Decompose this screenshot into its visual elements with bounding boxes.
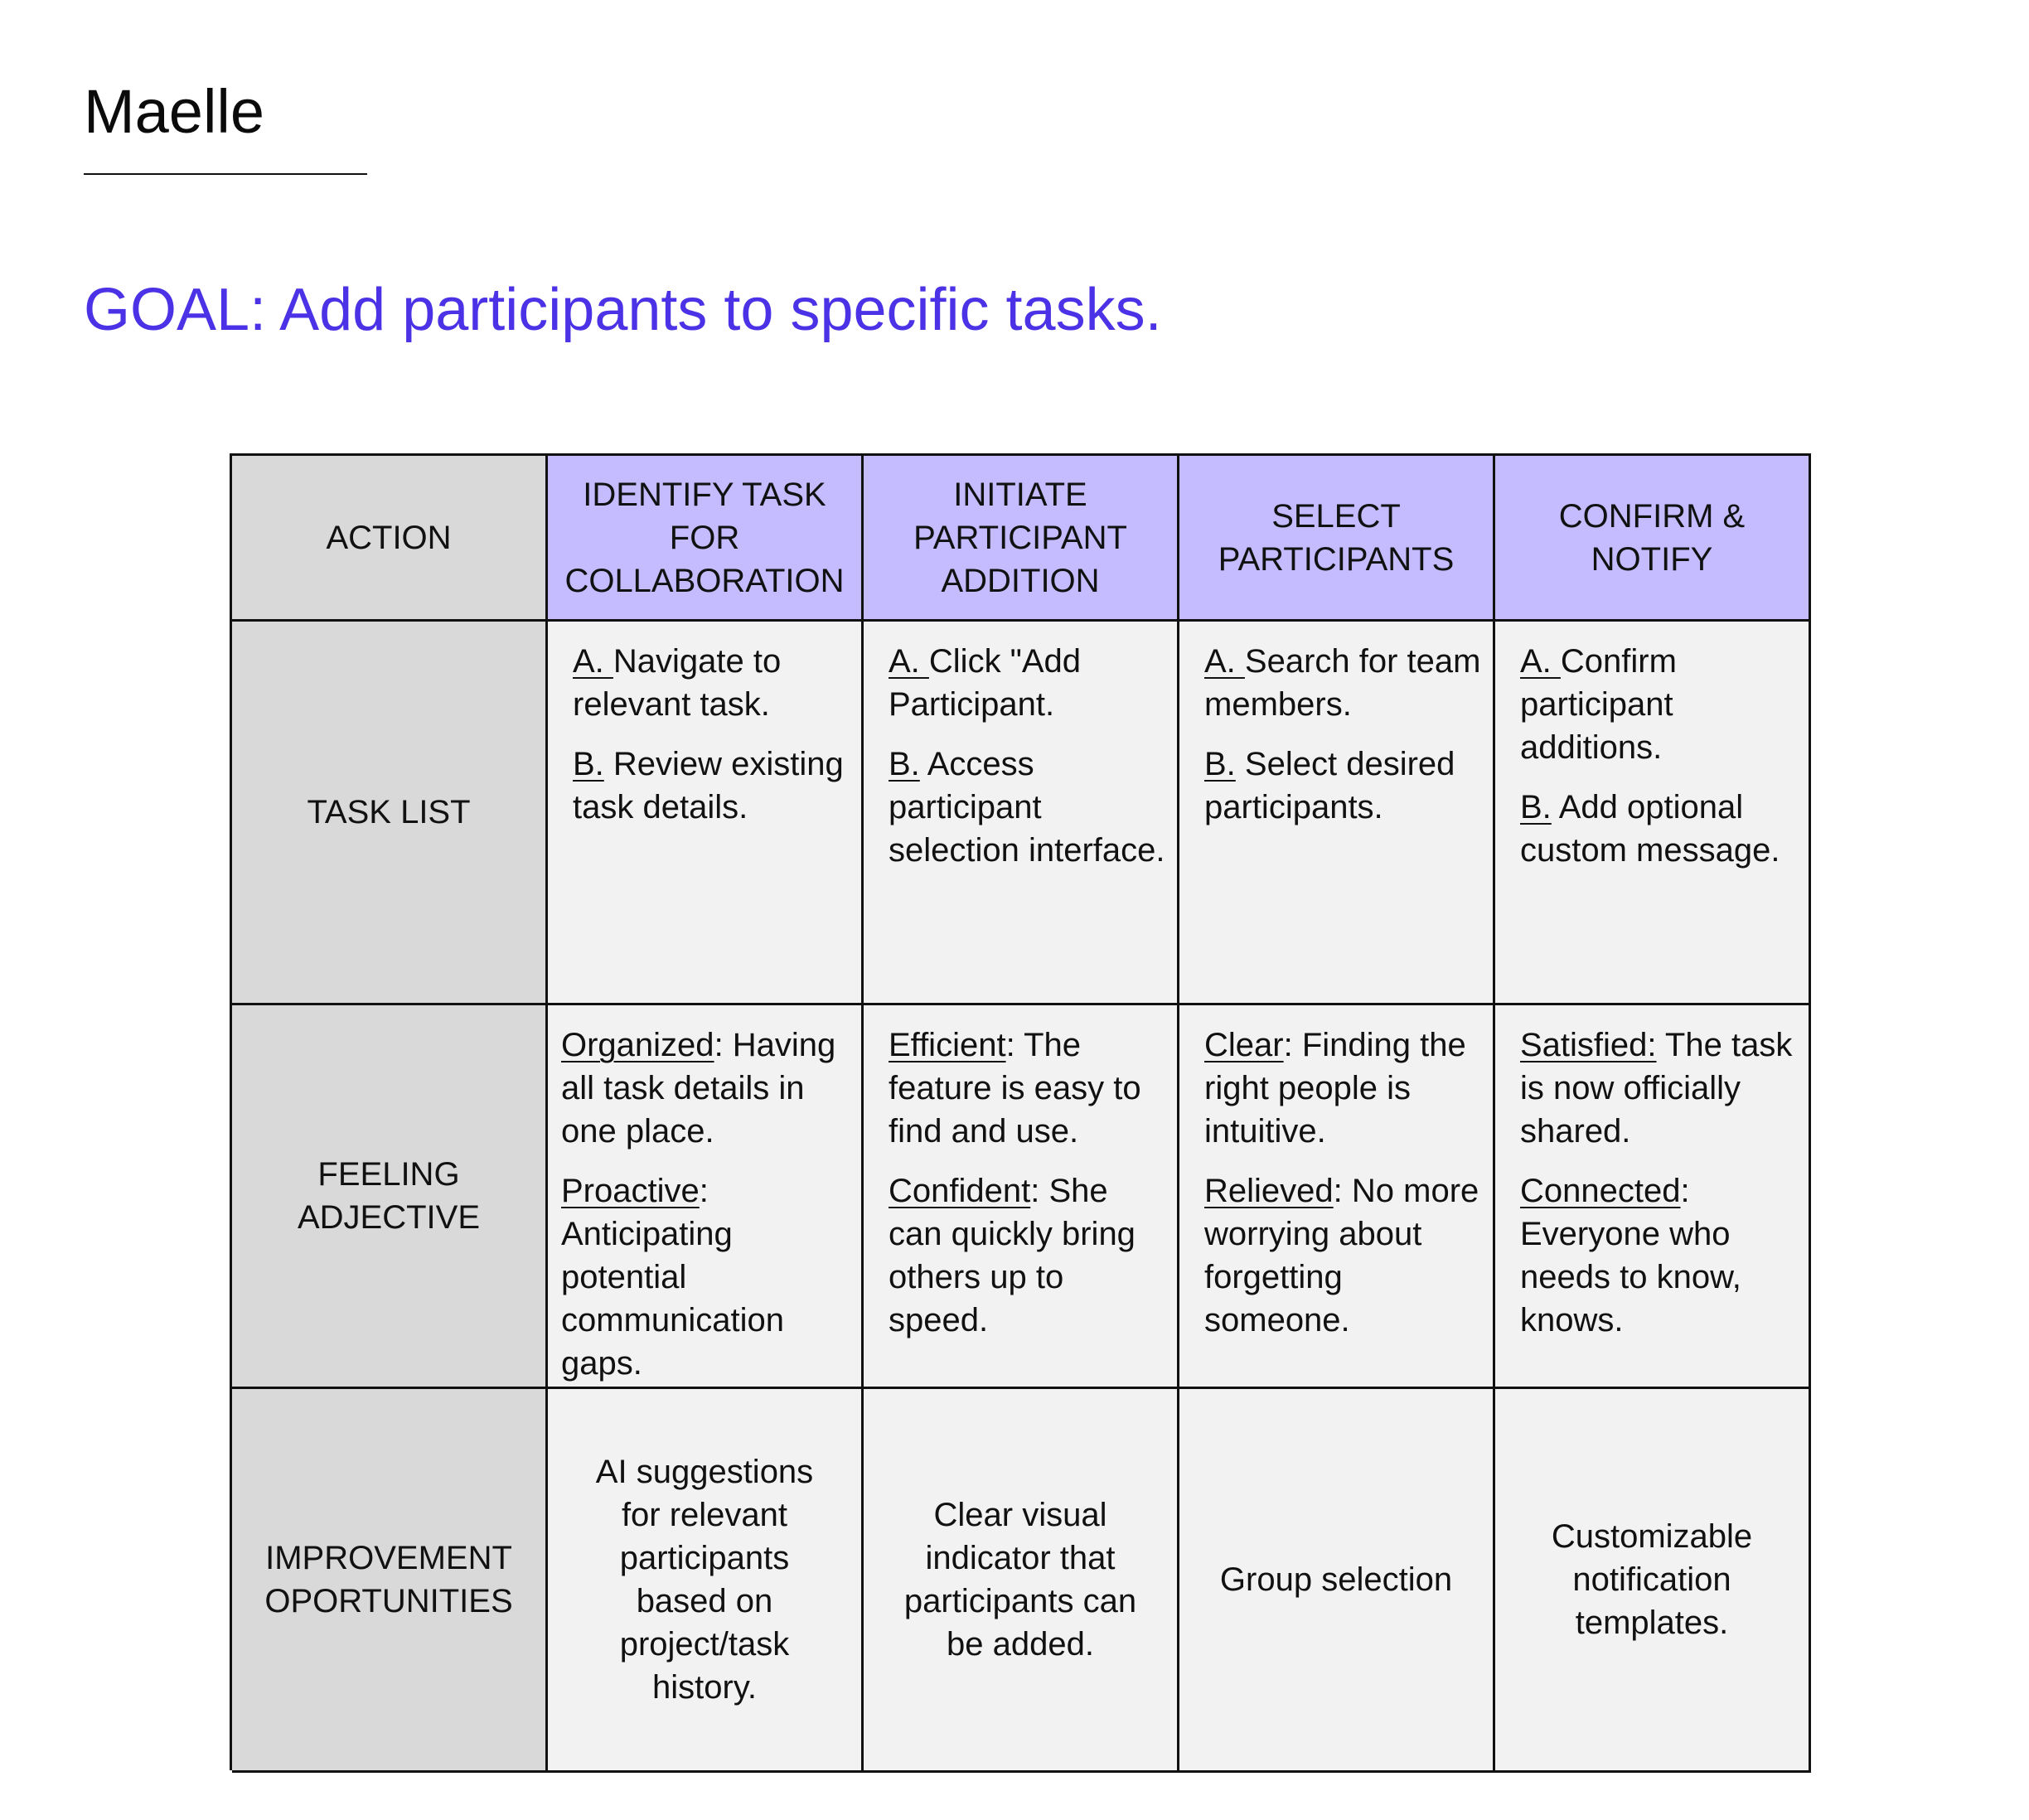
feeling-cell bbox=[864, 1005, 1179, 1389]
opportunity-line: be added. bbox=[947, 1626, 1094, 1663]
persona-divider bbox=[84, 173, 367, 175]
feeling-text: : Having all task details in one place. bbox=[561, 1027, 836, 1150]
feeling-cell bbox=[1179, 1005, 1495, 1389]
phase-header-line: SELECT bbox=[1271, 497, 1401, 535]
task-entry bbox=[1204, 743, 1481, 829]
opportunity-line: for relevant bbox=[621, 1497, 788, 1533]
feeling-cell bbox=[1495, 1005, 1811, 1389]
goal-statement bbox=[84, 276, 1162, 345]
feeling-key: Organized bbox=[561, 1027, 714, 1063]
feeling-text: The task is now officially shared. bbox=[1520, 1027, 1793, 1150]
phase-header-line: FOR bbox=[669, 519, 740, 556]
row-label-feeling-adjective bbox=[232, 1005, 548, 1389]
task-entry-key: A. bbox=[889, 643, 929, 680]
feeling-key: Clear bbox=[1204, 1027, 1284, 1063]
feeling-entry bbox=[889, 1024, 1165, 1153]
task-entry-key: A. bbox=[1520, 643, 1561, 680]
phase-header-line: IDENTIFY TASK bbox=[583, 476, 826, 513]
task-entry bbox=[573, 640, 850, 726]
phase-header-identify-task bbox=[548, 456, 864, 622]
feeling-key: Relieved bbox=[1204, 1173, 1334, 1209]
task-entry bbox=[1520, 786, 1797, 872]
task-entry-text: Select desired participants. bbox=[1204, 746, 1455, 825]
phase-header-line: CONFIRM & bbox=[1558, 497, 1746, 535]
opportunity-line: AI suggestions bbox=[595, 1454, 814, 1490]
phase-header-confirm-notify bbox=[1495, 456, 1811, 622]
feeling-text: : Everyone who needs to know, knows. bbox=[1520, 1173, 1741, 1338]
task-entry bbox=[1204, 640, 1481, 726]
action-header-label: ACTION bbox=[326, 519, 452, 556]
phase-header-line: PARTICIPANTS bbox=[1218, 540, 1455, 578]
feeling-text: : She can quickly bring others up to speed. bbox=[889, 1173, 1136, 1338]
feeling-entry bbox=[561, 1169, 850, 1385]
task-entry-text: Click "Add Participant. bbox=[889, 643, 1082, 723]
task-list-cell bbox=[548, 622, 864, 1005]
task-list-cell bbox=[1179, 622, 1495, 1005]
opportunity-line: participants can bbox=[903, 1583, 1137, 1619]
feeling-key: Efficient bbox=[889, 1027, 1006, 1063]
persona-name: Maelle bbox=[84, 77, 264, 146]
opportunity-cell bbox=[1495, 1389, 1811, 1773]
goal-label: GOAL: bbox=[84, 277, 267, 343]
opportunity-cell bbox=[864, 1389, 1179, 1773]
opportunity-line: history. bbox=[652, 1669, 757, 1706]
opportunity-line: indicator that bbox=[925, 1540, 1116, 1576]
task-entry-text: Search for team members. bbox=[1204, 643, 1481, 723]
task-entry-key: B. bbox=[1204, 746, 1236, 782]
row-label-line: OPORTUNITIES bbox=[264, 1583, 513, 1619]
feeling-key: Confident bbox=[889, 1173, 1031, 1209]
task-entry-text: Access participant selection interface. bbox=[889, 746, 1165, 869]
task-entry-key: B. bbox=[573, 746, 604, 782]
opportunity-line: Group selection bbox=[1219, 1561, 1453, 1598]
task-list-cell bbox=[1495, 622, 1811, 1005]
task-entry-text: Navigate to relevant task. bbox=[573, 643, 782, 723]
opportunity-line: participants bbox=[619, 1540, 790, 1576]
row-label-task-list bbox=[232, 622, 548, 1005]
task-entry bbox=[889, 640, 1165, 726]
opportunity-line: based on bbox=[636, 1583, 773, 1619]
feeling-entry bbox=[889, 1169, 1165, 1342]
task-entry-key: B. bbox=[889, 746, 920, 782]
task-entry-key: A. bbox=[573, 643, 613, 680]
phase-header-line: ADDITION bbox=[941, 562, 1100, 599]
feeling-cell bbox=[548, 1005, 864, 1389]
phase-header-line: PARTICIPANT bbox=[913, 519, 1127, 556]
opportunity-line: templates. bbox=[1575, 1605, 1729, 1641]
feeling-entry bbox=[1204, 1024, 1481, 1153]
row-label-line: IMPROVEMENT bbox=[265, 1540, 512, 1576]
task-entry-key: A. bbox=[1204, 643, 1245, 680]
task-entry bbox=[573, 743, 850, 829]
task-entry-key: B. bbox=[1520, 789, 1552, 825]
task-entry-text: Confirm participant additions. bbox=[1520, 643, 1677, 766]
feeling-key: Connected bbox=[1520, 1173, 1681, 1209]
journey-map-table bbox=[230, 453, 1811, 1770]
task-list-cell bbox=[864, 622, 1179, 1005]
opportunity-line: project/task bbox=[619, 1626, 790, 1663]
task-entry bbox=[889, 743, 1165, 872]
feeling-key: Satisfied: bbox=[1520, 1027, 1657, 1063]
feeling-text: : Anticipating potential communication gaps. bbox=[561, 1173, 785, 1382]
task-entry-text: Add optional custom message. bbox=[1520, 789, 1780, 869]
opportunity-cell bbox=[548, 1389, 864, 1773]
opportunity-line: Clear visual bbox=[933, 1497, 1107, 1533]
feeling-entry bbox=[1520, 1169, 1797, 1342]
feeling-entry bbox=[1204, 1169, 1481, 1342]
task-entry bbox=[1520, 640, 1797, 769]
feeling-entry bbox=[1520, 1024, 1797, 1153]
feeling-text: : No more worrying about forgetting someone. bbox=[1204, 1173, 1479, 1338]
phase-header-select-participants bbox=[1179, 456, 1495, 622]
action-header-cell bbox=[232, 456, 548, 622]
row-label-line: ADJECTIVE bbox=[297, 1199, 481, 1236]
feeling-text: : The feature is easy to find and use. bbox=[889, 1027, 1141, 1150]
opportunity-line: notification bbox=[1572, 1561, 1731, 1598]
goal-text: Add participants to specific tasks. bbox=[279, 277, 1162, 343]
opportunity-line: Customizable bbox=[1551, 1518, 1753, 1555]
feeling-text: : Finding the right people is intuitive. bbox=[1204, 1027, 1466, 1150]
task-entry-text: Review existing task details. bbox=[573, 746, 844, 825]
row-label-line: FEELING bbox=[317, 1156, 460, 1193]
phase-header-line: COLLABORATION bbox=[564, 562, 845, 599]
feeling-key: Proactive bbox=[561, 1173, 700, 1209]
feeling-entry bbox=[561, 1024, 850, 1153]
phase-header-line: INITIATE bbox=[953, 476, 1087, 513]
opportunity-cell bbox=[1179, 1389, 1495, 1773]
row-label-improvement-opportunities bbox=[232, 1389, 548, 1773]
row-label-line: TASK LIST bbox=[307, 794, 471, 830]
phase-header-initiate-addition bbox=[864, 456, 1179, 622]
phase-header-line: NOTIFY bbox=[1591, 540, 1713, 578]
